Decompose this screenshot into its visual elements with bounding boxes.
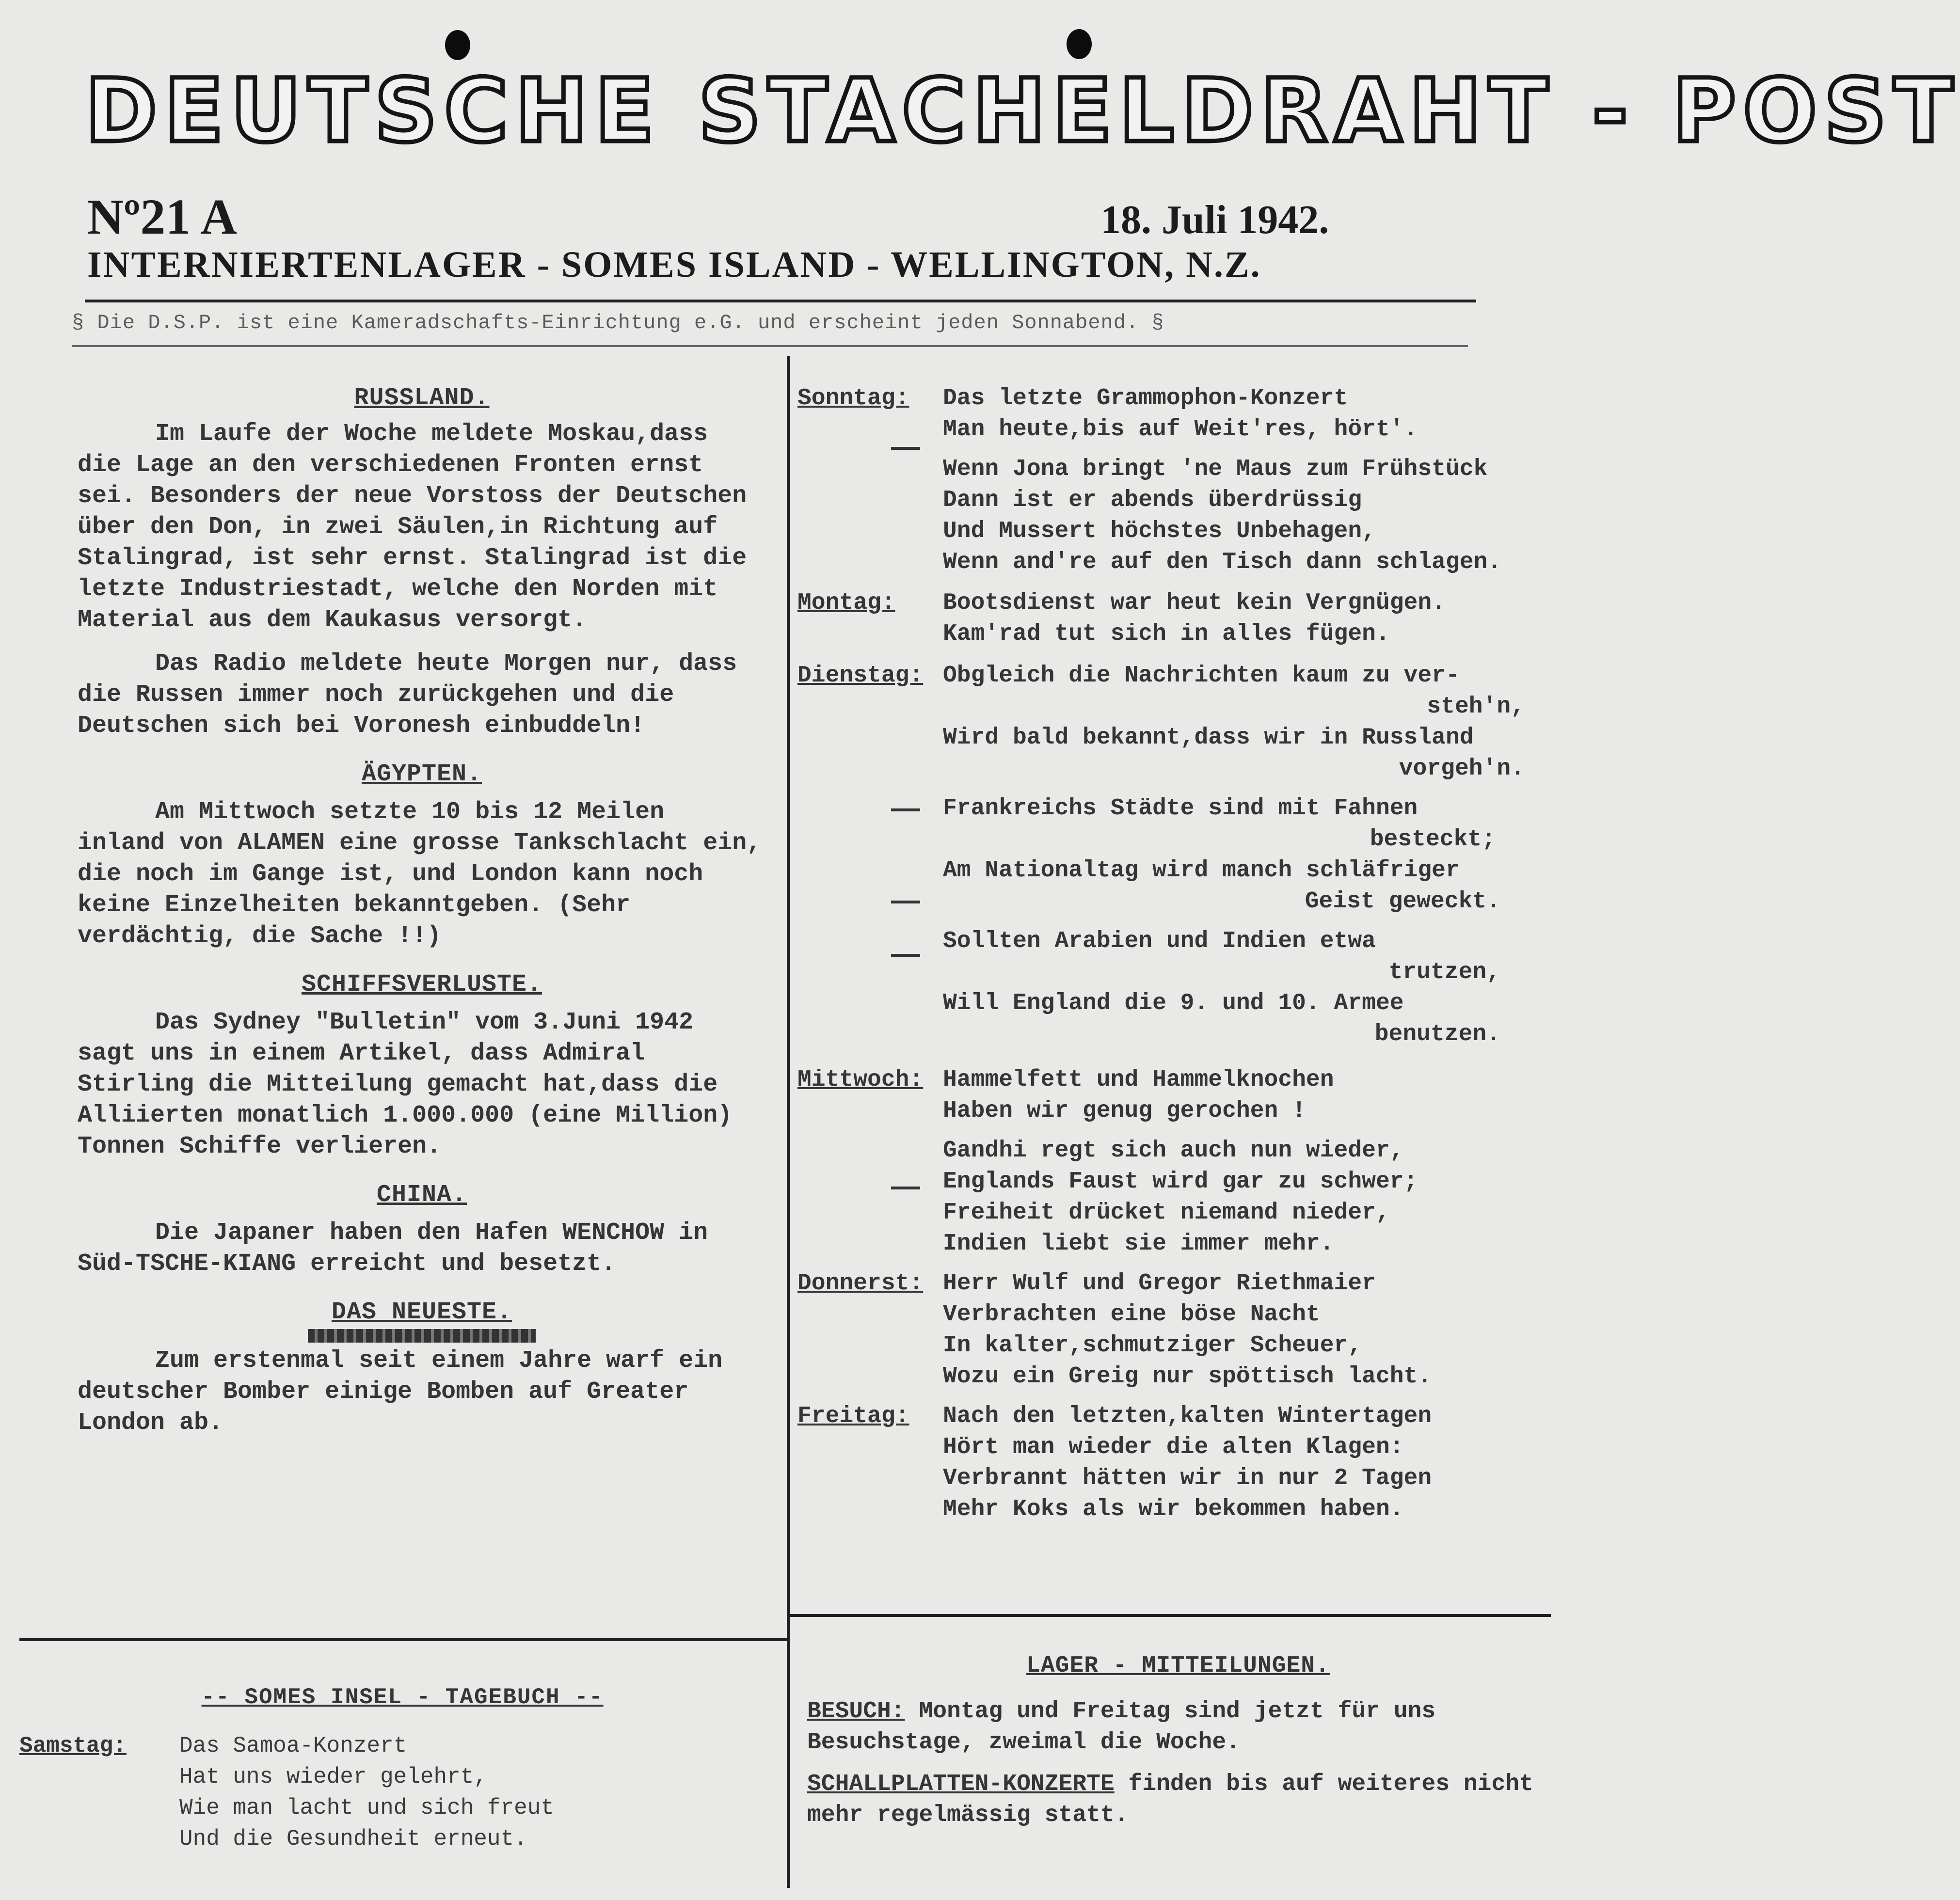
verse-line: trutzen,	[1388, 959, 1500, 985]
entry-samstag	[19, 1730, 776, 1854]
verse-line: Am Nationaltag wird manch schläfriger	[943, 857, 1460, 884]
verse-line: Geist geweckt.	[1305, 888, 1500, 915]
crossed-out-line	[308, 1329, 536, 1343]
notice-schallplatten	[807, 1769, 1549, 1831]
day-label-sonntag: Sonntag:	[797, 385, 909, 412]
section-title-neueste: DAS NEUESTE.	[331, 1298, 512, 1326]
verse-line: Frankreichs Städte sind mit Fahnen	[943, 795, 1418, 822]
notice-label-schallplatten: SCHALLPLATTEN-KONZERTE	[807, 1771, 1115, 1797]
verse-line: Sollten Arabien und Indien etwa	[943, 928, 1376, 954]
camp-line: INTERNIERTENLAGER - SOMES ISLAND - WELLINGTON, N.Z.	[87, 244, 1261, 285]
diary-section	[19, 1682, 776, 1854]
diary-title: -- SOMES INSEL - TAGEBUCH --	[201, 1685, 604, 1710]
stanza-dash	[891, 808, 920, 811]
verse-line: Kam'rad tut sich in alles fügen.	[943, 621, 1390, 647]
verse-line: Herr Wulf und Gregor Riethmaier	[943, 1270, 1376, 1297]
verse-line: steh'n,	[1427, 694, 1525, 720]
verse-line: Wenn Jona bringt 'ne Maus zum Frühstück	[943, 456, 1488, 482]
verse-line: Wie man lacht und sich freut	[179, 1795, 554, 1821]
stanza-dash	[891, 447, 920, 450]
entry-donnerstag	[797, 1268, 1554, 1392]
punch-hole-right	[1067, 29, 1092, 59]
punch-hole-left	[445, 30, 470, 60]
entry-sonntag	[797, 383, 1554, 578]
verse-line: Verbrannt hätten wir in nur 2 Tagen	[943, 1465, 1432, 1491]
verse-line: Hammelfett und Hammelknochen	[943, 1067, 1334, 1093]
neueste-paragraph: Zum erstenmal seit einem Jahre warf ein deutscher Bomber einige Bomben auf Greater London ab.	[78, 1347, 723, 1437]
verse-line: Freiheit drücket niemand nieder,	[943, 1200, 1390, 1226]
verse-line: Dann ist er abends überdrüssig	[943, 487, 1362, 513]
stanza-dash	[891, 901, 920, 903]
stanza-dash	[891, 954, 920, 957]
china-paragraph: Die Japaner haben den Hafen WENCHOW in Süd-TSCHE-KIANG erreicht und besetzt.	[78, 1219, 708, 1278]
publication-notice: § Die D.S.P. ist eine Kameradschafts-Einrichtung e.G. und erscheint jeden Sonnabend. §	[72, 311, 1164, 334]
verse-line: Das letzte Grammophon-Konzert	[943, 385, 1348, 412]
header-rule	[85, 300, 1476, 302]
day-label-freitag: Freitag:	[797, 1403, 909, 1429]
issue-number: Nº21 A	[87, 189, 237, 245]
section-title-china: CHINA.	[376, 1181, 467, 1209]
camp-notices-title: LAGER - MITTEILUNGEN.	[1026, 1653, 1330, 1679]
verse-line: besteckt;	[1370, 826, 1496, 853]
verse-line: Indien liebt sie immer mehr.	[943, 1231, 1334, 1257]
notice-label-besuch: BESUCH:	[807, 1698, 905, 1725]
verse-line: Nach den letzten,kalten Wintertagen	[943, 1403, 1432, 1429]
day-label-montag: Montag:	[797, 590, 895, 616]
notice-text-schallplatten: finden bis auf weiteres nicht mehr regelmässig statt.	[807, 1771, 1533, 1828]
left-lower-rule	[19, 1638, 787, 1641]
column-divider	[787, 356, 790, 1888]
verse-line: In kalter,schmutziger Scheuer,	[943, 1332, 1362, 1359]
stanza-dash	[891, 1187, 920, 1189]
section-title-schiffsverluste: SCHIFFSVERLUSTE.	[301, 971, 542, 998]
entry-montag	[797, 587, 1554, 649]
entry-dienstag	[797, 660, 1554, 1050]
entry-mittwoch	[797, 1064, 1554, 1259]
entry-freitag	[797, 1401, 1554, 1525]
day-label-dienstag: Dienstag:	[797, 663, 924, 689]
verse-line: Will England die 9. und 10. Armee	[943, 990, 1404, 1016]
verse-line: Wird bald bekannt,dass wir in Russland	[943, 725, 1474, 751]
verse-line: Wenn and're auf den Tisch dann schlagen.	[943, 549, 1502, 575]
verse-line: Und die Gesundheit erneut.	[179, 1826, 527, 1852]
verse-line: Und Mussert höchstes Unbehagen,	[943, 518, 1376, 544]
camp-notices-section	[807, 1650, 1549, 1831]
russland-paragraph-2: Das Radio meldete heute Morgen nur, dass die Russen immer noch zurückgehen und die Deutschen sich bei Voronesh einbuddeln!	[78, 650, 737, 740]
verse-line: Haben wir genug gerochen !	[943, 1098, 1306, 1124]
aegypten-paragraph: Am Mittwoch setzte 10 bis 12 Meilen inland von ALAMEN eine grosse Tankschlacht ein, die noch im Gange ist, und London kann noch keine Einzelheiten bekanntgeben. (Sehr verdächtig, die Sache !!)	[78, 798, 762, 950]
verse-line: Das Samoa-Konzert	[179, 1733, 407, 1758]
verse-line: Bootsdienst war heut kein Vergnügen.	[943, 590, 1446, 616]
notice-underline	[72, 345, 1468, 347]
masthead: DEUTSCHE STACHELDRAHT - POST	[85, 61, 1960, 162]
verse-line: Wozu ein Greig nur spöttisch lacht.	[943, 1363, 1432, 1390]
notice-besuch	[807, 1696, 1549, 1758]
notice-text-besuch: Montag und Freitag sind jetzt für uns Besuchstage, zweimal die Woche.	[807, 1698, 1436, 1756]
verse-line: Englands Faust wird gar zu schwer;	[943, 1169, 1418, 1195]
day-label-donnerstag: Donnerst:	[797, 1270, 924, 1297]
right-lower-rule	[790, 1614, 1551, 1617]
russland-paragraph-1: Im Laufe der Woche meldete Moskau,dass die Lage an den verschiedenen Fronten ernst sei. Besonders der neue Vorstoss der Deutschen über den Don, in zwei Säulen,in Richtung auf Stalingrad, ist sehr ernst. Stalingrad ist die letzte Industriestadt, welche den Norden mit Material aus dem Kaukasus versorgt.	[78, 420, 747, 634]
verse-line: Man heute,bis auf Weit'res, hört'.	[943, 416, 1418, 443]
day-label-samstag: Samstag:	[19, 1733, 127, 1758]
schiffsverluste-paragraph: Das Sydney "Bulletin" vom 3.Juni 1942 sagt uns in einem Artikel, dass Admiral Stirling die Mitteilung gemacht hat,dass die Alliierten monatlich 1.000.000 (eine Million) Tonnen Schiffe verlieren.	[78, 1009, 733, 1160]
left-column	[78, 383, 766, 1439]
verse-line: benutzen.	[1374, 1021, 1500, 1047]
section-title-aegypten: ÄGYPTEN.	[361, 760, 482, 788]
verse-line: Hört man wieder die alten Klagen:	[943, 1434, 1404, 1460]
verse-line: Hat uns wieder gelehrt,	[179, 1764, 487, 1789]
verse-line: Obgleich die Nachrichten kaum zu ver-	[943, 663, 1460, 689]
issue-date: 18. Juli 1942.	[1100, 197, 1329, 242]
section-title-russland: RUSSLAND.	[354, 384, 490, 412]
day-label-mittwoch: Mittwoch:	[797, 1067, 924, 1093]
verse-line: Mehr Koks als wir bekommen haben.	[943, 1496, 1404, 1522]
verse-line: vorgeh'n.	[1399, 756, 1525, 782]
verse-line: Gandhi regt sich auch nun wieder,	[943, 1138, 1404, 1164]
verse-line: Verbrachten eine böse Nacht	[943, 1301, 1320, 1328]
